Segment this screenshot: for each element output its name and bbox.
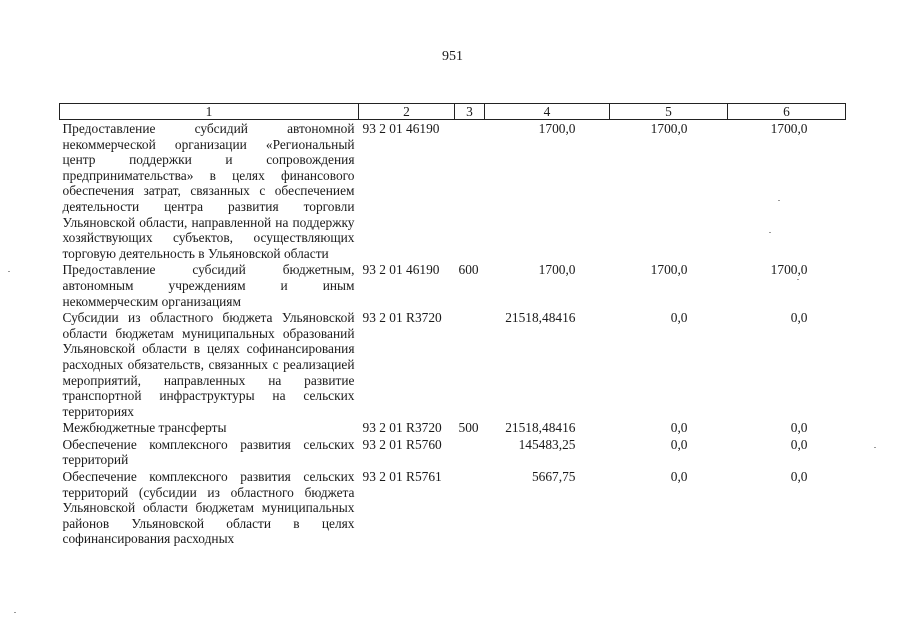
row-value-col6: 1700,0 xyxy=(770,262,808,278)
row-name: Предоставление субсидий бюджетным, автономным учреждениям и иным некоммерческим организациям xyxy=(62,262,355,309)
row-code: 93 2 01 R5761 xyxy=(362,469,442,485)
table-row xyxy=(60,468,846,547)
scan-speck xyxy=(874,447,876,448)
row-expense-type xyxy=(455,309,485,419)
row-value-col5: 0,0 xyxy=(670,469,688,485)
table-row xyxy=(60,120,846,262)
row-code: 93 2 01 R3720 xyxy=(362,420,442,436)
row-value-col4: 21518,48416 xyxy=(505,310,576,326)
page-number: 951 xyxy=(442,49,463,64)
row-code: 93 2 01 46190 xyxy=(362,262,440,278)
header-row xyxy=(60,104,846,120)
scan-speck xyxy=(778,200,780,201)
row-value-col4: 21518,48416 xyxy=(505,420,576,436)
header-col-4: 4 xyxy=(485,104,610,120)
row-name: Обеспечение комплексного развития сельских территорий (субсидии из областного бюджета Ульяновской области бюджетам муниципальных районов Ульяновской области в целях софинансирования расходных xyxy=(62,469,355,547)
table-row xyxy=(60,436,846,468)
header-col-5: 5 xyxy=(610,104,728,120)
row-value-col6: 0,0 xyxy=(790,310,808,326)
table-row xyxy=(60,419,846,436)
row-value-col4: 1700,0 xyxy=(538,262,576,278)
header-col-3: 3 xyxy=(455,104,485,120)
scan-speck xyxy=(8,271,10,272)
row-value-col4: 5667,75 xyxy=(531,469,576,485)
row-value-col5: 0,0 xyxy=(670,310,688,326)
row-expense-type: 500 xyxy=(458,420,479,436)
row-code: 93 2 01 R3720 xyxy=(362,310,442,326)
row-name: Межбюджетные трансферты xyxy=(62,420,227,436)
row-code: 93 2 01 R5760 xyxy=(362,436,442,452)
row-name: Обеспечение комплексного развития сельских территорий xyxy=(62,436,355,468)
scan-speck xyxy=(769,232,771,233)
scan-speck xyxy=(797,279,799,280)
table-row xyxy=(60,309,846,419)
row-expense-type xyxy=(455,468,485,547)
row-value-col6: 0,0 xyxy=(790,469,808,485)
row-value-col5: 1700,0 xyxy=(650,121,688,136)
row-expense-type: 600 xyxy=(458,262,479,278)
row-expense-type xyxy=(455,436,485,468)
row-value-col5: 0,0 xyxy=(670,436,688,452)
row-value-col6: 0,0 xyxy=(790,420,808,436)
budget-table xyxy=(59,103,846,547)
row-name: Предоставление субсидий автономной некоммерческой организации «Региональный центр поддержки и сопровождения предпринимательства» в целях финансового обеспечения затрат, связанных с обеспечением деятельности центра развития торговли Ульяновской области, направленной на поддержку хозяйствующих субъектов, осуществляющих торговую деятельность в Ульяновской области xyxy=(62,121,355,261)
scan-speck xyxy=(14,612,16,613)
header-col-6: 6 xyxy=(728,104,846,120)
row-value-col4: 1700,0 xyxy=(538,121,576,136)
row-value-col4: 145483,25 xyxy=(518,436,576,452)
row-code: 93 2 01 46190 xyxy=(362,121,440,136)
table-row xyxy=(60,261,846,309)
row-value-col5: 1700,0 xyxy=(650,262,688,278)
header-col-1: 1 xyxy=(60,104,359,120)
header-col-2: 2 xyxy=(359,104,455,120)
row-name: Субсидии из областного бюджета Ульяновской области бюджетам муниципальных образований Ульяновской области в целях софинансирования расходных обязательств, связанных с реализацией мероприятий, направленных на развитие транспортной инфраструктуры на сельских территориях xyxy=(62,310,355,419)
table-header xyxy=(60,104,846,120)
row-value-col5: 0,0 xyxy=(670,420,688,436)
table-body xyxy=(60,120,846,548)
row-value-col6: 0,0 xyxy=(790,436,808,452)
row-expense-type xyxy=(455,120,485,262)
row-value-col6: 1700,0 xyxy=(770,121,808,136)
